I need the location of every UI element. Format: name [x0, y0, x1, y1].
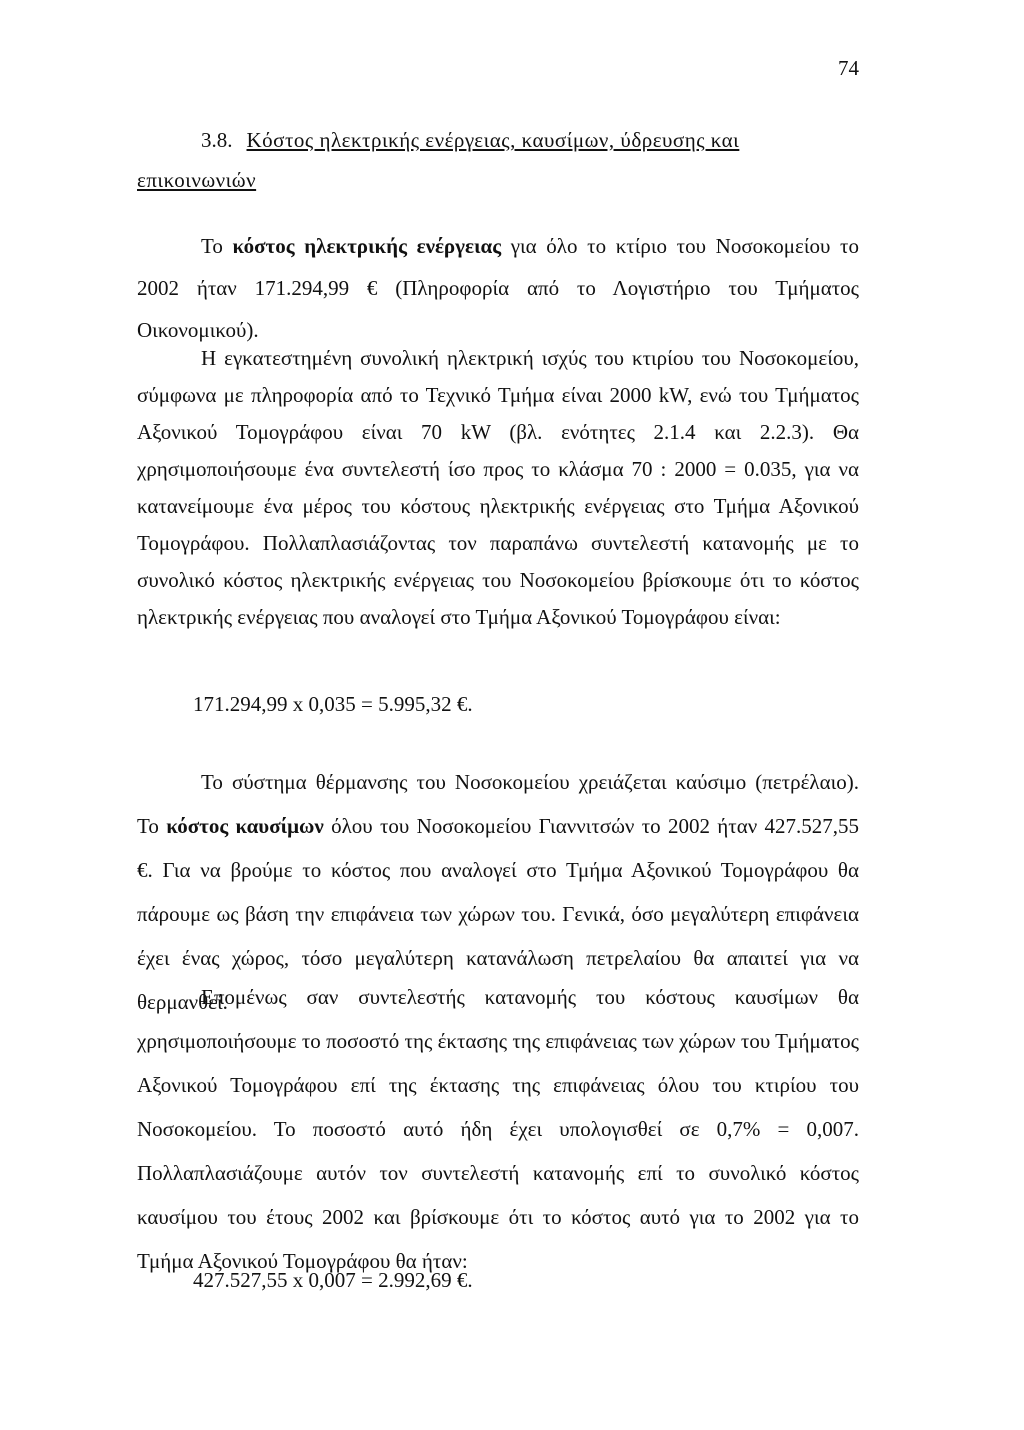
- paragraph2-text: Η εγκατεστημένη συνολική ηλεκτρική ισχύς του κτιρίου του Νοσοκομείου, σύμφωνα με πληροφορία από το Τεχνικό Τμήμα είναι 2000 kW, ενώ του Τμήματος Αξονικού Τομογράφου είναι 70 kW (βλ. ενότητες 2.1.4 και 2.2.3). Θα χρησιμοποιήσουμε ένα συντελεστή ίσο προς το κλάσμα 70 : 2000 = 0.035, για να κατανείμουμε ένα μέρος του κόστους ηλεκτρικής ενέργειας στο Τμήμα Αξονικού Τομογράφου. Πολλαπλασιάζοντας τον παραπάνω συντελεστή κατανομής με το συνολικό κόστος ηλεκτρικής ενέργειας του Νοσοκομείου βρίσκουμε ότι το κόστος ηλεκτρικής ενέργειας που αναλογεί στο Τμήμα Αξονικού Τομογράφου είναι:: [137, 346, 859, 629]
- formula-electricity: 171.294,99 x 0,035 = 5.995,32 €.: [193, 692, 473, 716]
- paragraph3-text-b: όλου του Νοσοκομείου Γιαννιτσών το 2002 ήταν 427.527,55 €. Για να βρούμε το κόστος που αναλογεί στο Τμήμα Αξονικού Τομογράφου θα πάρουμε ως βάση την επιφάνεια των χώρων του. Γενικά, όσο μεγαλύτερη επιφάνεια έχει ένας χώρος, τόσο μεγαλύτερη κατανάλωση πετρελαίου θα απαιτεί για να θερμανθεί.: [137, 814, 860, 1014]
- page-number: 74: [838, 56, 859, 80]
- section-heading: [137, 120, 859, 200]
- formula-fuel: 427.527,55 x 0,007 = 2.992,69 €.: [193, 1268, 473, 1292]
- paragraph3-text-a: Το σύστημα θέρμανσης του Νοσοκομείου χρειάζεται καύσιμο (πετρέλαιο). Το: [137, 770, 859, 838]
- paragraph1-bold: κόστος ηλεκτρικής ενέργειας: [232, 234, 502, 258]
- paragraph1-text-b: για όλο το κτίριο του Νοσοκομείου το 2002 ήταν 171.294,99 € (Πληροφορία από το Λογιστήριο του Τμήματος Οικονομικού).: [137, 234, 859, 342]
- paragraph-power-allocation: [137, 340, 859, 636]
- section-number: 3.8.: [201, 128, 233, 152]
- paragraph3-bold: κόστος καυσίμων: [166, 814, 324, 838]
- paragraph-fuel-allocation: [137, 975, 859, 1283]
- paragraph1-text-a: Το: [201, 234, 233, 258]
- paragraph4-text: Επομένως σαν συντελεστής κατανομής του κόστους καυσίμων θα χρησιμοποιήσουμε το ποσοστό της έκτασης της επιφάνειας των χώρων του Τμήματος Αξονικού Τομογράφου επί της έκτασης της επιφάνειας όλου του κτιρίου του Νοσοκομείου. Το ποσοστό αυτό ήδη έχει υπολογισθεί σε 0,7% = 0,007. Πολλαπλασιάζουμε αυτόν τον συντελεστή κατανομής επί το συνολικό κόστος καυσίμου του έτους 2002 και βρίσκουμε ότι το κόστος αυτό για το 2002 για το Τμήμα Αξονικού Τομογράφου θα ήταν:: [137, 985, 859, 1273]
- paragraph-electricity-cost: [137, 225, 859, 351]
- section-title: Κόστος ηλεκτρικής ενέργειας, καυσίμων, ύδρευσης και επικοινωνιών: [137, 128, 740, 192]
